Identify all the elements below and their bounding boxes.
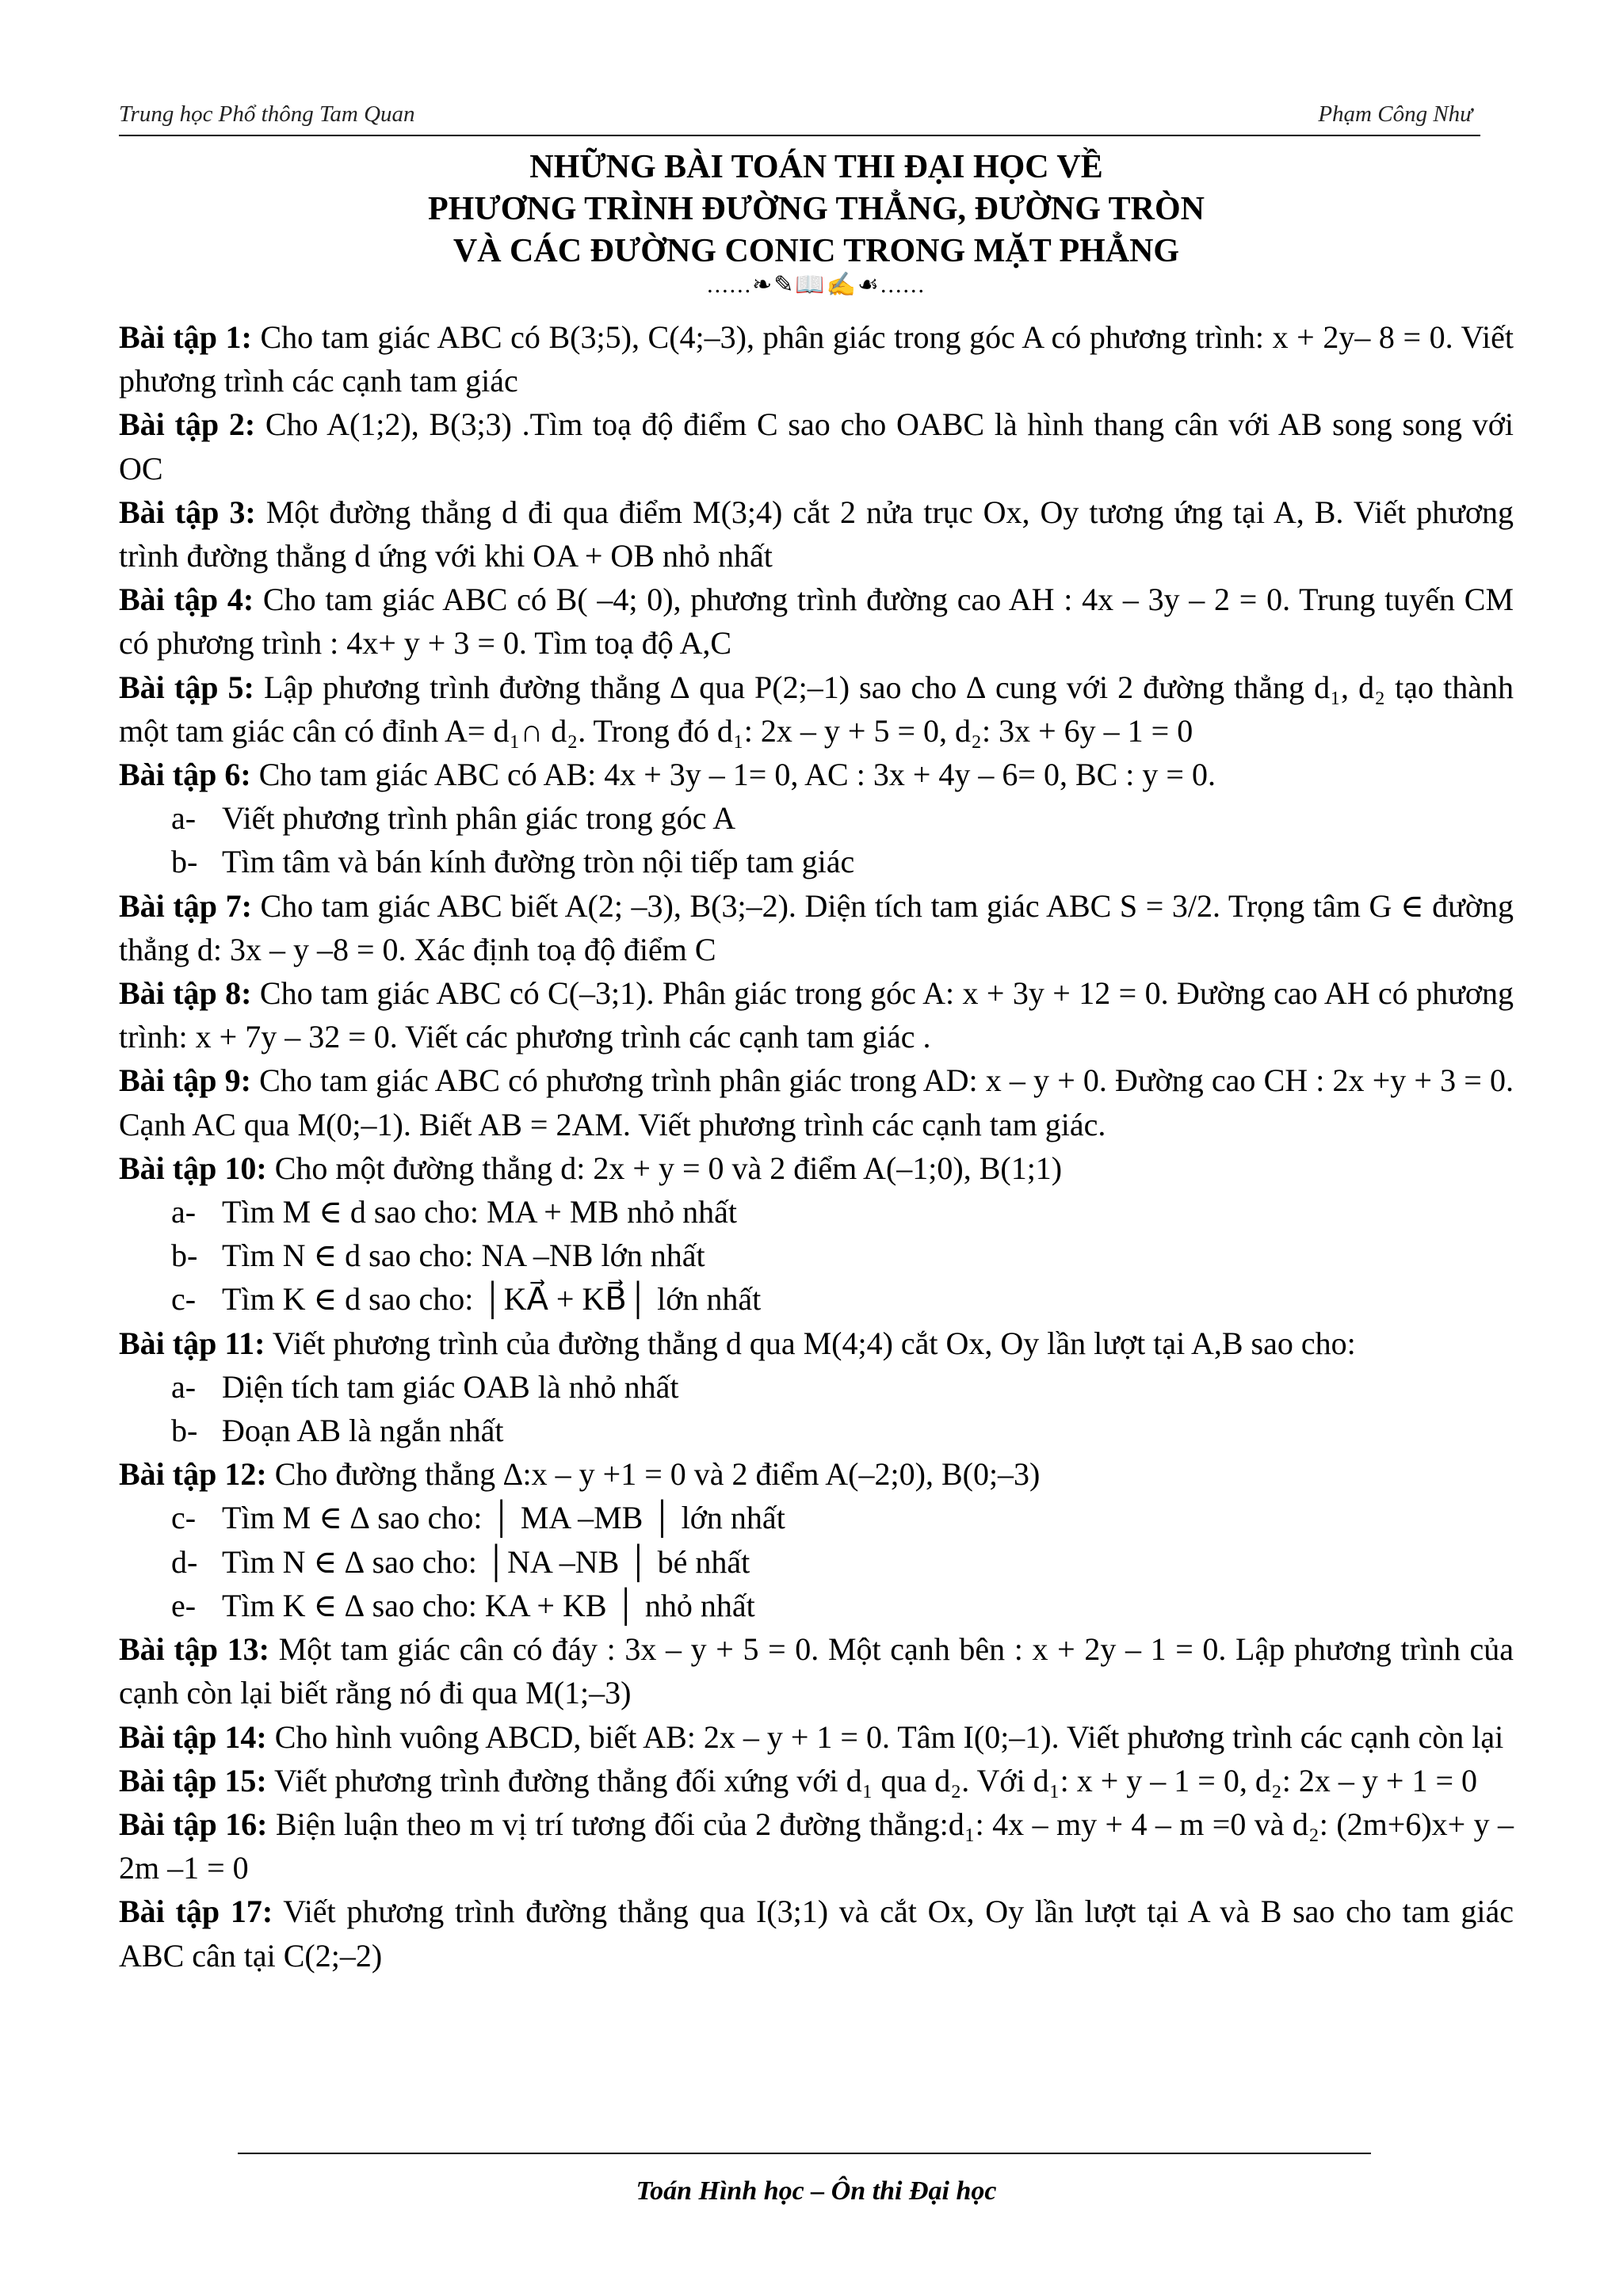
exercise-text: Một tam giác cân có đáy : 3x – y + 5 = 0. Một cạnh bên : x + 2y – 1 = 0. Lập phương trình của cạnh còn lại biết rằng nó đi qua M(1;–3) [119, 1631, 1514, 1711]
exercise-label: Bài tập 8: [119, 975, 252, 1012]
document-title [119, 147, 1514, 273]
subitem-label: a- [171, 1368, 197, 1405]
subitem-text: Tìm K ∈ ∆ sao cho: KA + KB │ nhỏ nhất [222, 1587, 755, 1623]
exercise-subitem [119, 840, 1514, 883]
exercise-text: Cho A(1;2), B(3;3) .Tìm toạ độ điểm C sao cho OABC là hình thang cân với AB song song với OC [119, 406, 1514, 486]
subitem-label: a- [171, 1194, 197, 1230]
exercise-label: Bài tập 6: [119, 757, 251, 793]
exercise-label: Bài tập 13: [119, 1631, 269, 1668]
subitem-text: Đoạn AB là ngắn nhất [222, 1413, 504, 1449]
exercise-12 [119, 1452, 1514, 1496]
exercise-text: Một đường thẳng d đi qua điểm M(3;4) cắt 2 nửa trục Ox, Oy tương ứng tại A, B. Viết phương trình đường thẳng d ứng với khi OA + OB nhỏ nhất [119, 494, 1514, 574]
exercise-label: Bài tập 17: [119, 1894, 273, 1930]
exercise-subitem [119, 1584, 1514, 1627]
exercise-label: Bài tập 3: [119, 494, 256, 530]
exercise-label: Bài tập 9: [119, 1062, 251, 1099]
subitem-text: Tìm K ∈ d sao cho: │KA⃗ + KB⃗│ lớn nhất [222, 1281, 762, 1318]
exercise-17 [119, 1890, 1514, 1977]
exercise-14 [119, 1715, 1514, 1759]
exercise-text: Cho đường thẳng ∆:x – y +1 = 0 và 2 điểm A(–2;0), B(0;–3) [274, 1456, 1041, 1493]
footer-rule [238, 2153, 1371, 2154]
exercise-2 [119, 402, 1514, 490]
exercise-text: Cho tam giác ABC có AB: 4x + 3y – 1= 0, AC : 3x + 4y – 6= 0, BC : y = 0. [258, 757, 1216, 793]
exercise-6 [119, 753, 1514, 796]
exercise-13 [119, 1627, 1514, 1714]
exercise-label: Bài tập 14: [119, 1718, 267, 1755]
exercise-4 [119, 578, 1514, 665]
exercise-label: Bài tập 1: [119, 319, 252, 355]
header-rule [119, 135, 1480, 136]
exercise-subitem [119, 1409, 1514, 1452]
exercise-1 [119, 315, 1514, 402]
exercise-text: Cho hình vuông ABCD, biết AB: 2x – y + 1 = 0. Tâm I(0;–1). Viết phương trình các cạnh còn lại [274, 1718, 1504, 1755]
subitem-text: Tìm M ∈ ∆ sao cho: │ MA –MB │ lớn nhất [222, 1500, 785, 1536]
subitem-label: e- [171, 1587, 197, 1623]
exercise-7 [119, 884, 1514, 971]
subitem-text: Tìm N ∈ ∆ sao cho: │NA –NB │ bé nhất [222, 1543, 750, 1580]
header-author: Phạm Công Như [1318, 101, 1472, 127]
exercise-subitem [119, 796, 1514, 840]
exercise-label: Bài tập 12: [119, 1456, 267, 1493]
exercise-label: Bài tập 5: [119, 669, 254, 705]
exercise-subitem [119, 1365, 1514, 1409]
header-school: Trung học Phổ thông Tam Quan [119, 101, 415, 127]
exercise-text: Viết phương trình đường thẳng đối xứng với d₁ qua d₂. Với d₁: x + y – 1 = 0, d₂: 2x – y + 1 = 0 [273, 1762, 1477, 1798]
exercise-text: Cho tam giác ABC biết A(2; –3), B(3;–2). Diện tích tam giác ABC S = 3/2. Trọng tâm G ∈ đường thẳng d: 3x – y –8 = 0. Xác định toạ độ điểm C [119, 887, 1514, 967]
subitem-label: b- [171, 1238, 198, 1274]
subitem-label: c- [171, 1500, 197, 1536]
subitem-label: c- [171, 1281, 197, 1318]
exercise-label: Bài tập 7: [119, 887, 252, 924]
subitem-label: b- [171, 844, 198, 880]
exercise-8 [119, 971, 1514, 1058]
exercise-subitem [119, 1277, 1514, 1321]
subitem-label: b- [171, 1413, 198, 1449]
subitem-label: a- [171, 800, 197, 837]
title-line-1: NHỮNG BÀI TOÁN THI ĐẠI HỌC VỀ [529, 149, 1103, 185]
exercise-text: Biện luận theo m vị trí tương đối của 2 đường thẳng:d₁: 4x – my + 4 – m =0 và d₂: (2m+6)x+ y – 2m –1 = 0 [119, 1806, 1514, 1886]
exercise-text: Viết phương trình của đường thẳng d qua M(4;4) cắt Ox, Oy lần lượt tại A,B sao cho: [272, 1325, 1356, 1361]
subitem-label: d- [171, 1543, 198, 1580]
exercise-text: Cho tam giác ABC có B( –4; 0), phương trình đường cao AH : 4x – 3y – 2 = 0. Trung tuyến CM có phương trình : 4x+ y + 3 = 0. Tìm toạ độ A,C [119, 582, 1514, 662]
subitem-text: Tìm N ∈ d sao cho: NA –NB lớn nhất [222, 1238, 705, 1274]
exercise-label: Bài tập 11: [119, 1325, 265, 1361]
exercise-subitem [119, 1540, 1514, 1584]
exercise-text: Cho tam giác ABC có phương trình phân giác trong AD: x – y + 0. Đường cao CH : 2x +y + 3 = 0. Cạnh AC qua M(0;–1). Biết AB = 2AM. Viết phương trình các cạnh tam giác. [119, 1062, 1514, 1142]
exercise-subitem [119, 1496, 1514, 1539]
exercise-label: Bài tập 10: [119, 1150, 267, 1186]
subitem-text: Tìm M ∈ d sao cho: MA + MB nhỏ nhất [222, 1194, 737, 1230]
exercise-text: Cho tam giác ABC có C(–3;1). Phân giác trong góc A: x + 3y + 12 = 0. Đường cao AH có phương trình: x + 7y – 32 = 0. Viết các phương trình các cạnh tam giác . [119, 975, 1514, 1055]
exercise-subitem [119, 1234, 1514, 1277]
title-ornament: ......❧✎📖✍☙...... [707, 272, 926, 298]
exercise-5 [119, 666, 1514, 753]
exercise-9 [119, 1058, 1514, 1146]
exercise-label: Bài tập 2: [119, 406, 256, 443]
exercise-11 [119, 1322, 1514, 1365]
exercise-label: Bài tập 4: [119, 582, 254, 618]
exercise-text: Cho một đường thẳng d: 2x + y = 0 và 2 điểm A(–1;0), B(1;1) [274, 1150, 1063, 1186]
subitem-text: Diện tích tam giác OAB là nhỏ nhất [222, 1368, 679, 1405]
exercise-text: Cho tam giác ABC có B(3;5), C(4;–3), phân giác trong góc A có phương trình: x + 2y– 8 = 0. Viết phương trình các cạnh tam giác [119, 319, 1514, 399]
exercise-3 [119, 490, 1514, 578]
subitem-text: Viết phương trình phân giác trong góc A [222, 800, 736, 837]
exercise-label: Bài tập 16: [119, 1806, 268, 1842]
exercise-16 [119, 1802, 1514, 1890]
title-line-3: VÀ CÁC ĐƯỜNG CONIC TRONG MẶT PHẲNG [453, 233, 1180, 269]
exercise-label: Bài tập 15: [119, 1762, 267, 1798]
exercise-10 [119, 1146, 1514, 1190]
exercise-subitem [119, 1190, 1514, 1234]
exercise-15 [119, 1759, 1514, 1802]
subitem-text: Tìm tâm và bán kính đường tròn nội tiếp tam giác [222, 844, 855, 880]
exercise-list [119, 315, 1514, 1978]
title-line-2: PHƯƠNG TRÌNH ĐƯỜNG THẲNG, ĐƯỜNG TRÒN [427, 191, 1205, 227]
exercise-text: Lập phương trình đường thẳng ∆ qua P(2;–1) sao cho ∆ cung với 2 đường thẳng d₁, d₂ tạo thành một tam giác cân có đỉnh A= d₁∩ d₂. Trong đó d₁: 2x – y + 5 = 0, d₂: 3x + 6y – 1 = 0 [119, 669, 1514, 749]
exercise-text: Viết phương trình đường thẳng qua I(3;1) và cắt Ox, Oy lần lượt tại A và B sao cho tam giác ABC cân tại C(2;–2) [119, 1894, 1514, 1974]
footer-text: Toán Hình học – Ôn thi Đại học [636, 2176, 997, 2206]
